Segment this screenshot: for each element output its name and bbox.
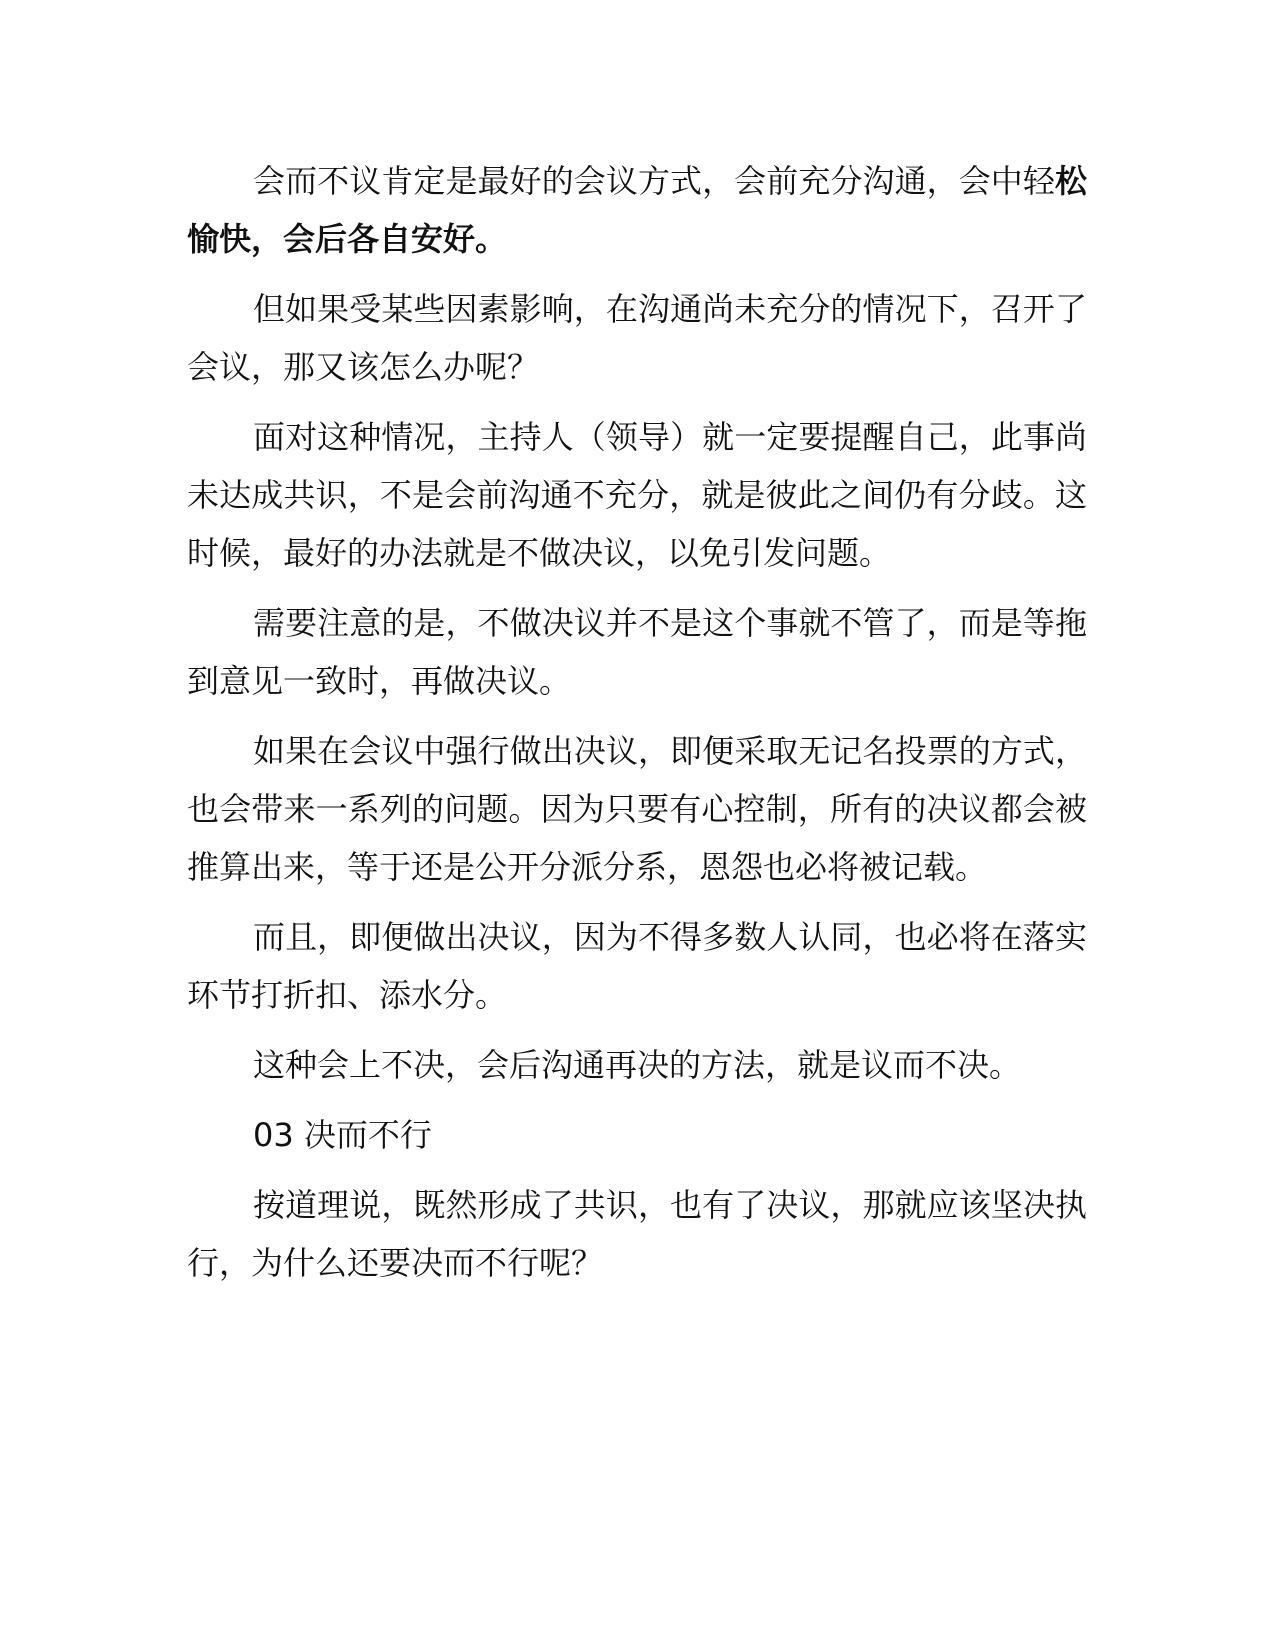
paragraph-3: 面对这种情况，主持人（领导）就一定要提醒自己，此事尚未达成共识，不是会前沟通不充分，就是彼此之间仍有分歧。这时候，最好的办法就是不做决议，以免引发问题。 bbox=[187, 418, 1087, 572]
document-body bbox=[187, 152, 1087, 1304]
paragraph-8: 按道理说，既然形成了共识，也有了决议，那就应该坚决执行，为什么还要决而不行呢？ bbox=[187, 1186, 1087, 1282]
paragraph-7: 这种会上不决，会后沟通再决的方法，就是议而不决。 bbox=[253, 1046, 1022, 1084]
paragraph-5: 如果在会议中强行做出决议，即便采取无记名投票的方式，也会带来一系列的问题。因为只要有心控制，所有的决议都会被推算出来，等于还是公开分派分系，恩怨也必将被记载。 bbox=[187, 732, 1087, 886]
paragraph-6: 而且，即便做出决议，因为不得多数人认同，也必将在落实环节打折扣、添水分。 bbox=[187, 918, 1087, 1014]
paragraph-4: 需要注意的是，不做决议并不是这个事就不管了，而是等拖到意见一致时，再做决议。 bbox=[187, 604, 1087, 700]
paragraph-2: 但如果受某些因素影响，在沟通尚未充分的情况下，召开了会议，那又该怎么办呢？ bbox=[187, 290, 1087, 386]
section-heading: 03 决而不行 bbox=[253, 1116, 432, 1154]
paragraph-1 bbox=[187, 152, 1087, 268]
paragraph-1-text: 会而不议肯定是最好的会议方式，会前充分沟通，会中轻 bbox=[253, 162, 1055, 200]
paragraph-1-bold-text: 松愉快，会后各自安好。 bbox=[187, 162, 1087, 258]
